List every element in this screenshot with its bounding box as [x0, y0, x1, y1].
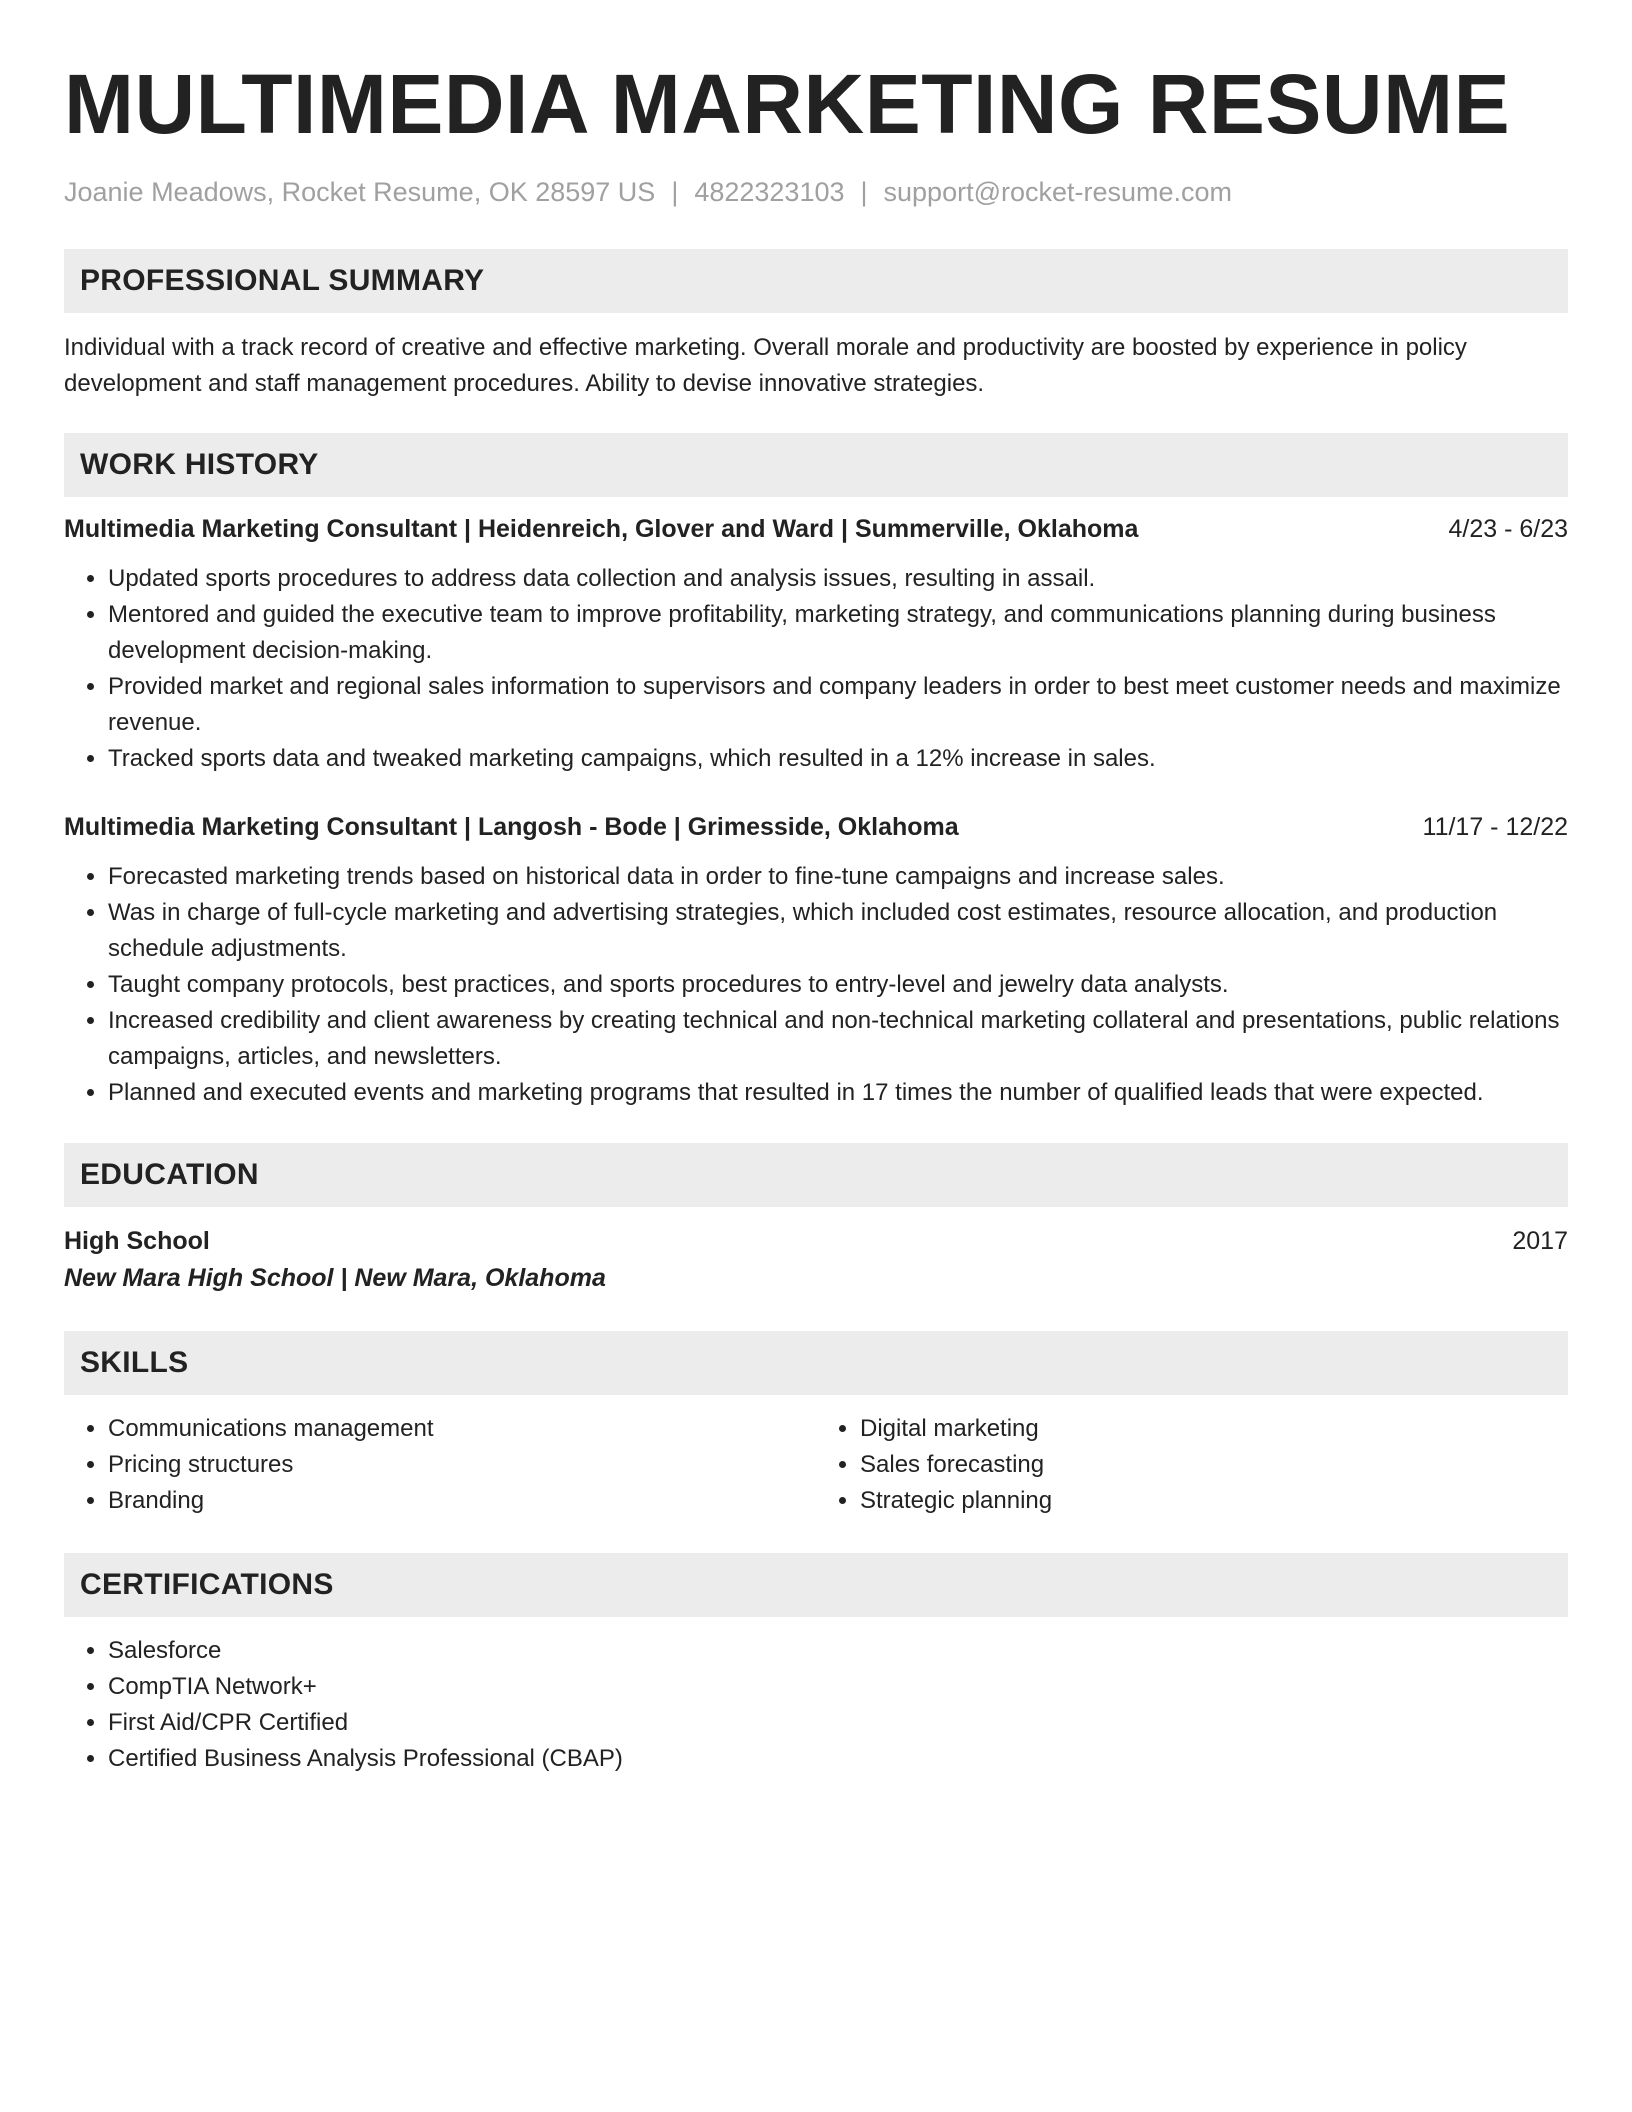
- job-title: Multimedia Marketing Consultant | Langosh - Bode | Grimesside, Oklahoma: [64, 813, 959, 841]
- list-item: • Branding: [108, 1483, 816, 1519]
- list-item: • Planned and executed events and marketing programs that resulted in 17 times the number of qualified leads that were expected.: [108, 1075, 1568, 1111]
- education-degree: High School: [64, 1227, 210, 1255]
- list-item: • Updated sports procedures to address data collection and analysis issues, resulting in assail.: [108, 561, 1568, 597]
- skills-grid: [64, 1411, 1568, 1519]
- education-year: 2017: [1512, 1227, 1568, 1255]
- list-item: • Taught company protocols, best practices, and sports procedures to entry-level and jewelry data analysts.: [108, 967, 1568, 1003]
- contact-phone: 4822323103: [694, 177, 845, 207]
- job-bullets: [64, 561, 1568, 777]
- list-item: • Mentored and guided the executive team to improve profitability, marketing strategy, and communications planning during business development decision-making.: [108, 597, 1568, 669]
- education-school: New Mara High School | New Mara, Oklahoma: [64, 1264, 606, 1292]
- list-item: • Certified Business Analysis Professional (CBAP): [108, 1741, 1568, 1777]
- section-heading-summary: PROFESSIONAL SUMMARY: [64, 249, 1568, 313]
- list-item: • Digital marketing: [860, 1411, 1568, 1447]
- summary-text: Individual with a track record of creative and effective marketing. Overall morale and productivity are boosted by experience in policy development and staff management procedures. Ability to devise innovative strategies.: [64, 334, 1467, 397]
- certifications-list: [64, 1633, 1568, 1777]
- list-item: • Communications management: [108, 1411, 816, 1447]
- job-dates: 11/17 - 12/22: [1422, 813, 1568, 841]
- section-heading-skills: SKILLS: [64, 1331, 1568, 1395]
- job-entry: [64, 511, 1568, 777]
- list-item: • CompTIA Network+: [108, 1669, 1568, 1705]
- list-item: • Pricing structures: [108, 1447, 816, 1483]
- education-entry: [64, 1223, 1568, 1297]
- list-item: • Tracked sports data and tweaked marketing campaigns, which resulted in a 12% increase in sales.: [108, 741, 1568, 777]
- job-entry: [64, 809, 1568, 1111]
- list-item: • Strategic planning: [860, 1483, 1568, 1519]
- contact-separator: |: [860, 177, 868, 207]
- list-item: • Provided market and regional sales information to supervisors and company leaders in order to best meet customer needs and maximize revenue.: [108, 669, 1568, 741]
- list-item: • Sales forecasting: [860, 1447, 1568, 1483]
- job-header: [64, 809, 1568, 845]
- section-heading-certifications: CERTIFICATIONS: [64, 1553, 1568, 1617]
- contact-address: Joanie Meadows, Rocket Resume, OK 28597 US: [64, 177, 656, 207]
- job-title: Multimedia Marketing Consultant | Heidenreich, Glover and Ward | Summerville, Oklahoma: [64, 515, 1139, 543]
- list-item: • Increased credibility and client awareness by creating technical and non-technical marketing collateral and presentations, public relations campaigns, articles, and newsletters.: [108, 1003, 1568, 1075]
- resume-title: MULTIMEDIA MARKETING RESUME: [64, 57, 1511, 151]
- job-header: [64, 511, 1568, 547]
- list-item: • Was in charge of full-cycle marketing and advertising strategies, which included cost estimates, resource allocation, and production schedule adjustments.: [108, 895, 1568, 967]
- job-dates: 4/23 - 6/23: [1448, 515, 1568, 543]
- list-item: • Salesforce: [108, 1633, 1568, 1669]
- contact-line: [64, 174, 1568, 210]
- section-heading-work-history: WORK HISTORY: [64, 433, 1568, 497]
- list-item: • First Aid/CPR Certified: [108, 1705, 1568, 1741]
- education-header: [64, 1223, 1568, 1259]
- job-bullets: [64, 859, 1568, 1111]
- contact-email: support@rocket-resume.com: [883, 177, 1233, 207]
- skills-column-left: [64, 1411, 816, 1519]
- list-item: • Forecasted marketing trends based on historical data in order to fine-tune campaigns and increase sales.: [108, 859, 1568, 895]
- section-heading-education: EDUCATION: [64, 1143, 1568, 1207]
- skills-column-right: [816, 1411, 1568, 1519]
- contact-separator: |: [671, 177, 679, 207]
